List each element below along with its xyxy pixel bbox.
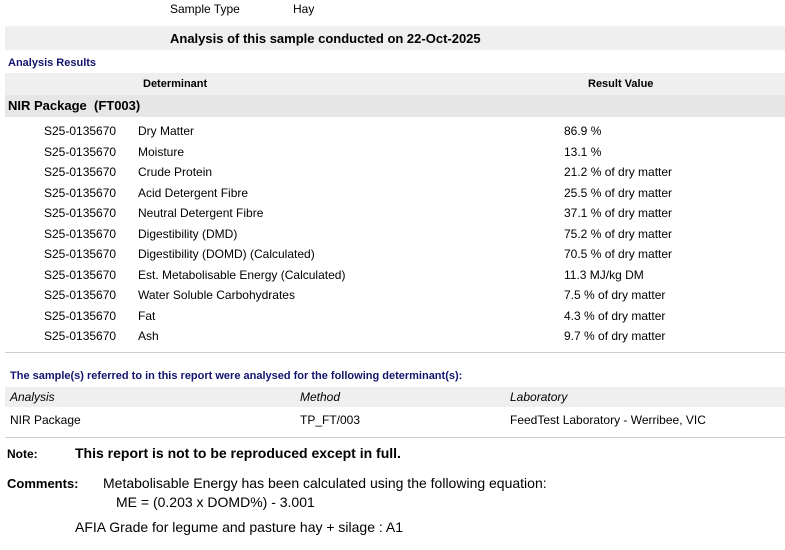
methods-col-analysis: Analysis — [10, 390, 55, 404]
result-value: 86.9 % — [564, 124, 602, 138]
result-value: 70.5 % of dry matter — [564, 247, 673, 261]
table-row — [0, 227, 785, 247]
sample-id: S25-0135670 — [44, 329, 117, 343]
divider — [5, 437, 785, 438]
table-row — [0, 288, 785, 308]
sample-id: S25-0135670 — [44, 206, 117, 220]
sample-id: S25-0135670 — [44, 226, 117, 241]
column-determinant: Determinant — [143, 78, 208, 90]
result-value: 11.3 MJ/kg DM — [564, 267, 644, 282]
result-value: 9.7 % of dry matter — [564, 329, 666, 343]
methods-heading: The sample(s) referred to in this report were analysed for the following determinant(s): — [10, 370, 463, 382]
comments-label: Comments: — [7, 476, 79, 491]
methods-analysis-value: NIR Package — [10, 413, 81, 427]
determinant-name: Digestibility (DMD) — [138, 226, 238, 241]
table-row — [0, 145, 785, 165]
sample-type-value: Hay — [293, 2, 315, 16]
results-header-band — [5, 73, 785, 95]
sample-id: S25-0135670 — [44, 165, 117, 179]
analysis-date-text: Analysis of this sample conducted on 22-Oct-2025 — [170, 31, 481, 46]
methods-method-value: TP_FT/003 — [300, 413, 361, 427]
methods-col-method: Method — [300, 390, 341, 404]
table-row — [0, 309, 785, 329]
table-row — [0, 206, 785, 226]
result-value: 75.2 % of dry matter — [564, 226, 673, 241]
determinant-name: Acid Detergent Fibre — [138, 185, 249, 200]
determinant-name: Digestibility (DOMD) (Calculated) — [138, 247, 315, 261]
table-row — [0, 247, 785, 267]
comments-line: Metabolisable Energy has been calculated using the following equation: — [103, 475, 547, 491]
result-value: 13.1 % — [564, 144, 602, 159]
table-row — [0, 124, 785, 144]
table-row — [0, 165, 785, 185]
sample-id: S25-0135670 — [44, 308, 117, 323]
sample-id: S25-0135670 — [44, 185, 117, 200]
note-text: This report is not to be reproduced except in full. — [75, 445, 401, 461]
result-value: 4.3 % of dry matter — [564, 308, 666, 323]
determinant-name: Neutral Detergent Fibre — [138, 206, 264, 220]
result-value: 21.2 % of dry matter — [564, 165, 673, 179]
result-value: 25.5 % of dry matter — [564, 185, 673, 200]
sample-id: S25-0135670 — [44, 124, 117, 138]
determinant-name: Moisture — [138, 144, 185, 159]
me-equation: ME = (0.203 x DOMD%) - 3.001 — [116, 494, 315, 510]
determinant-name: Fat — [138, 308, 156, 323]
afia-grade: AFIA Grade for legume and pasture hay + silage : A1 — [75, 519, 404, 535]
package-title: NIR Package (FT003) — [8, 98, 141, 113]
divider — [5, 352, 785, 353]
determinant-name: Ash — [138, 329, 159, 343]
note-label: Note: — [7, 447, 38, 461]
analysis-results-title: Analysis Results — [8, 57, 97, 69]
determinant-name: Water Soluble Carbohydrates — [138, 288, 295, 302]
methods-header-band — [5, 387, 785, 407]
methods-laboratory-value: FeedTest Laboratory - Werribee, VIC — [510, 413, 706, 427]
result-value: 37.1 % of dry matter — [564, 206, 673, 220]
column-result-value: Result Value — [588, 78, 654, 90]
determinant-name: Est. Metabolisable Energy (Calculated) — [138, 267, 346, 282]
determinant-name: Dry Matter — [138, 124, 195, 138]
methods-col-laboratory: Laboratory — [510, 390, 568, 404]
determinant-name: Crude Protein — [138, 165, 213, 179]
sample-type-label: Sample Type — [170, 2, 240, 16]
sample-id: S25-0135670 — [44, 267, 117, 282]
table-row — [0, 329, 785, 349]
table-row — [0, 186, 785, 206]
sample-id: S25-0135670 — [44, 288, 117, 302]
sample-id: S25-0135670 — [44, 144, 117, 159]
sample-id: S25-0135670 — [44, 247, 117, 261]
table-row — [0, 268, 785, 288]
result-value: 7.5 % of dry matter — [564, 288, 666, 302]
